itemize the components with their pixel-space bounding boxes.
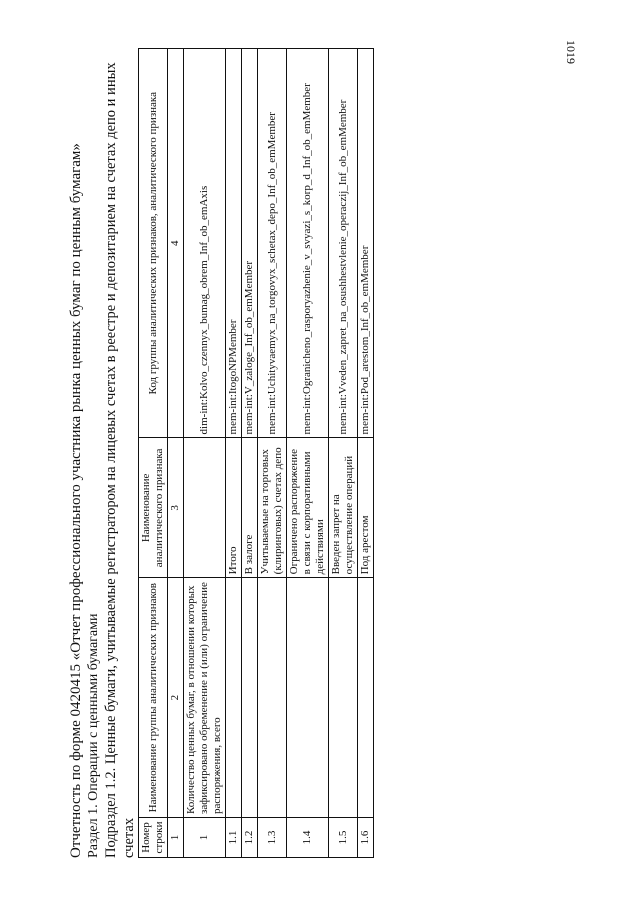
feature-name: Учитываемые на торговых (клиринговых) счетах депо xyxy=(258,438,287,578)
group-name xyxy=(358,578,374,818)
table-row xyxy=(358,49,374,858)
header-group-name: Наименование группы аналитических признаков xyxy=(139,578,168,818)
feature-name: Ограничено распоряжение в связи с корпоративными действиями xyxy=(287,438,329,578)
column-number-row xyxy=(168,49,184,858)
row-number: 1.2 xyxy=(242,818,258,858)
table-row xyxy=(287,49,329,858)
row-number: 1.3 xyxy=(258,818,287,858)
section-title: Раздел 1. Операции с ценными бумагами xyxy=(86,613,101,858)
table-header-row xyxy=(139,49,168,858)
row-number: 1.4 xyxy=(287,818,329,858)
group-name xyxy=(258,578,287,818)
row-number: 1.1 xyxy=(226,818,242,858)
code-cell: mem-int:Vveden_zapret_na_osushhestvlenie_operaczij_Inf_ob_emMember xyxy=(329,49,358,438)
column-number: 1 xyxy=(168,818,184,858)
table-row xyxy=(184,49,226,858)
table-row xyxy=(242,49,258,858)
row-number: 1.5 xyxy=(329,818,358,858)
header-feature-name: Наименование аналитического признака xyxy=(139,438,168,578)
group-name xyxy=(242,578,258,818)
document-title: Отчетность по форме 0420415 «Отчет профессионального участника рынка ценных бумаг по ценным бумагам» xyxy=(68,143,84,858)
header-code: Код группы аналитических признаков, аналитического признака xyxy=(139,49,168,438)
group-name xyxy=(226,578,242,818)
group-name xyxy=(329,578,358,818)
feature-name xyxy=(184,438,226,578)
code-cell: mem-int:Ogranicheno_rasporyazhenie_v_svyazi_s_korp_d_Inf_ob_emMember xyxy=(287,49,329,438)
group-name xyxy=(287,578,329,818)
column-number: 4 xyxy=(168,49,184,438)
row-number: 1.6 xyxy=(358,818,374,858)
feature-name: В залоге xyxy=(242,438,258,578)
table-row xyxy=(329,49,358,858)
row-number: 1 xyxy=(184,818,226,858)
code-cell: mem-int:Pod_arestom_Inf_ob_emMember xyxy=(358,49,374,438)
page-number: 1019 xyxy=(564,40,578,64)
header-row-number: Номер строки xyxy=(139,818,168,858)
table-row xyxy=(258,49,287,858)
document-page xyxy=(68,48,568,858)
feature-name: Под арестом xyxy=(358,438,374,578)
table-row xyxy=(226,49,242,858)
subsection-title: Подраздел 1.2. Ценные бумаги, учитываемые регистратором на лицевых счетах в реестре и депозитарием на счетах депо и иных счетах xyxy=(103,62,137,858)
column-number: 2 xyxy=(168,578,184,818)
code-cell: dim-int:Kolvo_czennyx_bumag_obrem_Inf_ob_emAxis xyxy=(184,49,226,438)
code-cell: mem-int:ItogoNPMember xyxy=(226,49,242,438)
code-cell: mem-int:V_zaloge_Inf_ob_emMember xyxy=(242,49,258,438)
column-number: 3 xyxy=(168,438,184,578)
analytics-table xyxy=(138,48,374,858)
feature-name: Введен запрет на осуществление операций xyxy=(329,438,358,578)
code-cell: mem-int:Uchityvaemyx_na_torgovyx_schetax_depo_Inf_ob_emMember xyxy=(258,49,287,438)
feature-name: Итого xyxy=(226,438,242,578)
group-name: Количество ценных бумаг, в отношении которых зафиксировано обременение и (или) ограничение распоряжения, всего xyxy=(184,578,226,818)
